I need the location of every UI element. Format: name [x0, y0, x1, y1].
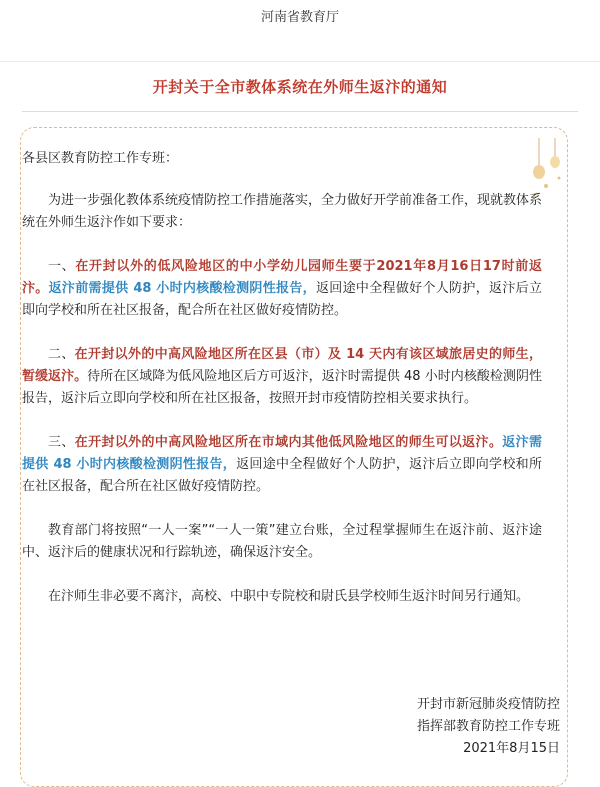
item-one-rest-text: 返回途中全程做好个人防护，返汴后立即向学校和所在社区报备，配合所在社区做好疫情防控。 [22, 281, 542, 318]
signature-line-1: 开封市新冠肺炎疫情防控 [416, 697, 560, 712]
item-three-prefix: 三、 [48, 435, 75, 450]
signature-date: 2021年8月15日 [463, 741, 560, 756]
greeting: 各县区教育防控工作专班： [22, 151, 179, 166]
intro-paragraph: 为进一步强化教体系统疫情防控工作措施落实，全力做好开学前准备工作，现就教体系统在外师生返汴作如下要求： [22, 193, 543, 230]
item-one-prefix: 一、 [48, 259, 76, 274]
source-header [0, 0, 600, 62]
signature-line-2: 指挥部教育防控工作专班 [416, 719, 560, 734]
item-one-red-text: 在开封以外的低风险地区的中小学幼儿园师生要于2021年8月16日17时前返汴。 [22, 259, 542, 296]
item-three-red-text: 在开封以外的中高风险地区所在市域内其他低风险地区的师生可以返汴。 [74, 435, 503, 450]
item-two-paragraph [22, 344, 542, 410]
item-three-blue-text: 返汴需提供 48 小时内核酸检测阴性报告， [22, 435, 542, 472]
item-two-rest-text: 待所在区域降为低风险地区后方可返汴，返汴时需提供 48 小时内核酸检测阴性报告，返汴后立即向学校和所在社区报备，按照开封市疫情防控相关要求执行。 [22, 369, 542, 406]
stay-paragraph: 在汴师生非必要不离汴，高校、中职中专院校和尉氏县学校师生返汴时间另行通知。 [48, 589, 530, 604]
item-three-paragraph [22, 432, 542, 498]
item-three-rest-text: 返回途中全程做好个人防护，返汴后立即向学校和所在社区报备，配合所在社区做好疫情防控。 [22, 457, 542, 494]
signature-block [417, 694, 560, 760]
notice-body [22, 148, 542, 630]
item-two-prefix: 二、 [48, 347, 75, 362]
page-title: 开封关于全市教体系统在外师生返汴的通知 [152, 78, 448, 96]
item-one-paragraph [22, 256, 542, 322]
item-one-blue-text: 返汴前需提供 48 小时内核酸检测阴性报告， [48, 281, 316, 296]
tracking-paragraph: 教育部门将按照“一人一案”“一人一策”建立台账，全过程掌握师生在返汴前、返汴途中、返汴后的健康状况和行踪轨迹，确保返汴安全。 [22, 523, 542, 560]
item-two-red-text: 在开封以外的中高风险地区所在区县（市）及 14 天内有该区域旅居史的师生，暂缓返汴。 [22, 347, 542, 384]
source-name: 河南省教育厅 [260, 10, 339, 25]
title-divider [22, 111, 578, 112]
